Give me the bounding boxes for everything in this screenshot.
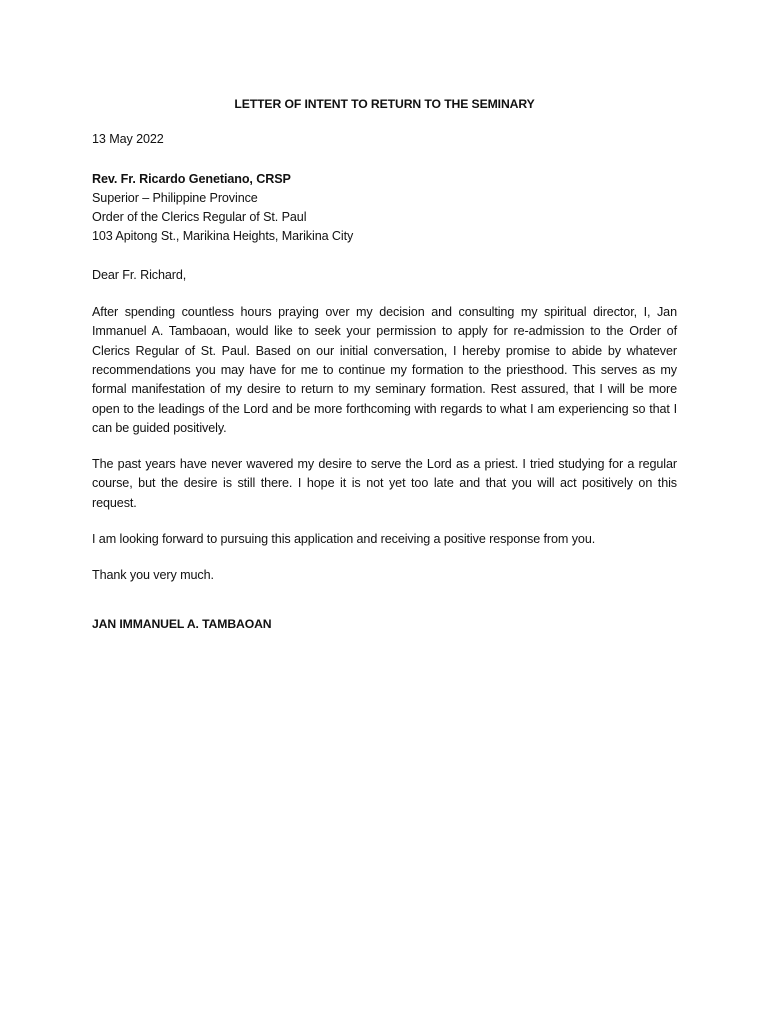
letter-page (92, 95, 677, 634)
recipient-position: Superior – Philippine Province (92, 190, 258, 205)
letter-date: 13 May 2022 (92, 132, 164, 147)
body-paragraph: The past years have never wavered my desire to serve the Lord as a priest. I tried studying for a regular course, but the desire is still there. I hope it is not yet too late and that you will act positively on this request. (92, 457, 677, 510)
body-paragraph: I am looking forward to pursuing this application and receiving a positive response from you. (92, 532, 596, 547)
recipient-organization: Order of the Clerics Regular of St. Paul (92, 210, 307, 225)
recipient-name: Rev. Fr. Ricardo Genetiano, CRSP (92, 171, 291, 186)
signature-name: JAN IMMANUEL A. TAMBAOAN (92, 616, 272, 631)
salutation: Dear Fr. Richard, (92, 267, 187, 282)
letter-title: LETTER OF INTENT TO RETURN TO THE SEMINARY (234, 97, 535, 111)
closing-line: Thank you very much. (92, 568, 214, 583)
recipient-address-block (92, 170, 677, 247)
recipient-address: 103 Apitong St., Marikina Heights, Marikina City (92, 229, 354, 244)
body-paragraph: After spending countless hours praying over my decision and consulting my spiritual director, I, Jan Immanuel A. Tambaoan, would like to seek your permission to apply for re-admission to the Order of Clerics Regular of St. Paul. Based on our initial conversation, I hereby promise to abide by whatever recommendations you may have for me to continue my formation to the priesthood. This serves as my formal manifestation of my desire to return to my seminary formation. Rest assured, that I will be more open to the leadings of the Lord and be more forthcoming with regards to what I am experiencing so that I can be guided positively. (92, 305, 677, 435)
